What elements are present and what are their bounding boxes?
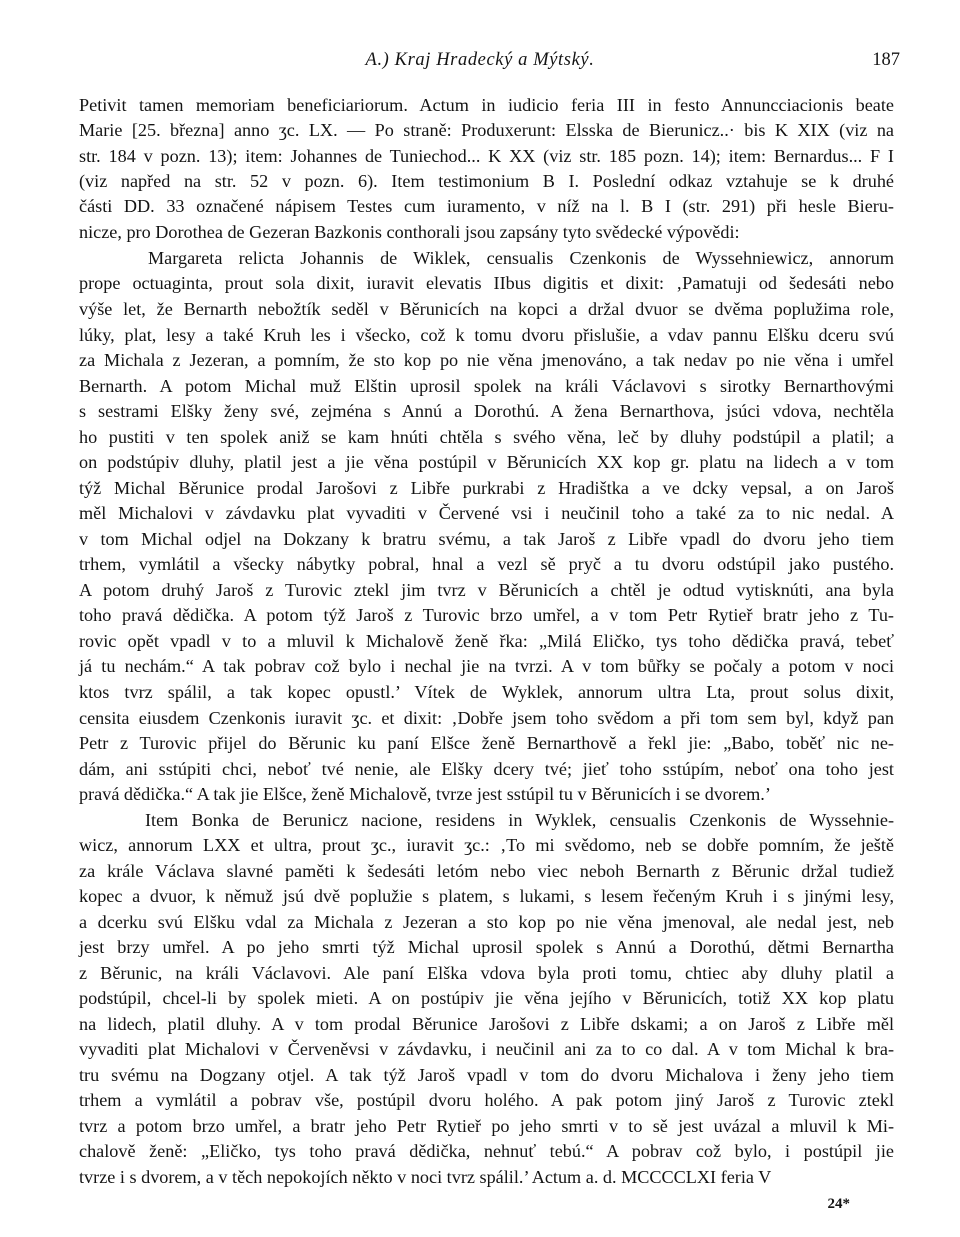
text-line: Petr z Turovic přijel do Běrunic ku paní Elšce ženě Bernarthově a řekl jie: „Babo, toběť nic ne-	[79, 733, 894, 753]
text-line: toho pravá dědička. A potom týž Jaroš z Turovic brzo umřel, a v tom Petr Rytieř bratr jeho z Tu-	[79, 605, 894, 625]
text-line: za krále Václava slavné paměti k šedesáti letóm nebo viec neboh Bernarth z Běrunic držal tudiež	[79, 861, 894, 881]
text-line: tvrz a potom brzo umřel, a bratr jeho Petr Rytieř po jeho smrti v to sě jest uvázal a mluvil k Mi-	[79, 1116, 894, 1136]
text-line: podstúpil, chcel-li by spolek mieti. A on postúpiv jie věna jejího v Běrunicích, totiž XX kop platu	[79, 988, 894, 1008]
text-line: ho pustiti v ten spolek aniž se kam hnúti chtěla s svého věna, leč by dluhy podstúpil a platil; a	[79, 427, 894, 447]
text-line: tru svému na Dogzany otjel. A tak týž Jaroš vpadl v tom do dvoru Michalova i ženy jeho tiem	[79, 1065, 894, 1085]
text-line: nicze, pro Dorothea de Gezeran Bazkonis conthorali jsou zapsány tyto svědecké výpovědi:	[79, 222, 740, 242]
text-line: za Michala z Jezeran, a pomním, že sto kop po nie věna jmenováno, a tak nedav po nie věna i umřel	[79, 350, 894, 370]
text-line: trhem a vymlátil a pobrav vše, postúpil dvoru holého. A pak potom jiný Jaroš z Turovic ztekl	[79, 1090, 894, 1110]
text-line: prope octuaginta, prout sola dixit, iuravit elevatis IIbus digitis et dixit: ‚Pamatuji od šedesáti nebo	[79, 273, 894, 293]
text-line: jest brzy umřel. A po jeho smrti týž Michal uprosil spolek s Annú a Dorothú, dětmi Bernartha	[79, 937, 894, 957]
text-line: (viz napřed na str. 52 v pozn. 6). Item testimonium B I. Poslední odkaz vztahuje se k druhé	[79, 171, 894, 191]
text-line: kopec a dvuor, k němuž jsú dvě poplužie s platem, s lukami, s lesem řečeným Kruh i s jinými lesy,	[79, 886, 894, 906]
text-line: on podstúpiv dluhy, platil jest a jie věna postúpil v Běrunicích XX kop gr. platu na lidech a v tom	[79, 452, 894, 472]
page-number: 187	[872, 50, 900, 70]
text-line: wicz, annorum LXX et ultra, prout ʒc., iuravit ʒc.: ‚To mi svědomo, neb se dobře pomním, že ještě	[79, 835, 894, 855]
text-line: z Běrunic, na králi Václavovi. Ale paní Elška vdova byla proti tomu, chtiec aby dluhy platil a	[79, 963, 894, 983]
text-line: týž Michal Běrunice prodal Jarošovi z Libře purkrabi z Hradištka a ve dcky vepsal, a on Jaroš	[79, 478, 894, 498]
signature-mark: 24*	[827, 1196, 850, 1212]
text-line: Margareta relicta Johannis de Wiklek, censualis Czenkonis de Wyssehniewicz, annorum	[148, 248, 894, 268]
text-line: A potom druhý Jaroš z Turovic ztekl jim tvrz v Běrunicích a chtěl je odtud vytisknúti, ana byla	[79, 580, 894, 600]
text-line: rovic opět vpadl v to a mluvil k Michalově ženě řka: „Milá Eličko, tys toho dědička pravá, tebeť	[79, 631, 894, 651]
text-line: dám, ani sstúpiti chci, neboť tvé nenie, ale Elšky dcery tvé; jieť toho sstúpím, neboť ona toho jest	[79, 759, 894, 779]
text-line: pravá dědička.“ A tak jie Elšce, ženě Michalově, tvrze jest sstúpil tu v Běrunicích i se dvorem.’	[79, 784, 771, 804]
text-line: já tu nechám.“ A tak pobrav což bylo i nechal jie na tvrzi. A v tom bůřky se počaly a potom v noci	[79, 656, 894, 676]
text-line: trhem, vymlátil a všecky nábytky pobral, hnal a vezl sě pryč a tu dvoru odstúpil jako pustého.	[79, 554, 894, 574]
text-line: měl Michalovi v závdavku plat vyvaditi v Červené vsi i neučinil toho a také za to nic nedal. A	[79, 503, 894, 523]
text-line: tvrze i s dvorem, a v těch nepokojích někto v noci tvrz spálil.’ Actum a. d. MCCCCLXI feria V	[79, 1167, 772, 1187]
running-header-title: A.) Kraj Hradecký a Mýtský.	[365, 50, 595, 70]
text-line: str. 184 v pozn. 13); item: Johannes de Tuniechod... K XX (viz str. 185 pozn. 14); item: Bernardus... F I	[79, 146, 894, 166]
text-line: lúky, plat, lesy a také Kruh les i všecko, což k tomu dvoru přislušie, a vdav pannu Elšku dceru svú	[79, 325, 894, 345]
text-line: censita eiusdem Czenkonis iuravit ʒc. et dixit: ‚Dobře jsem toho svědom a při tom sem byl, když pan	[79, 708, 894, 728]
text-line: Item Bonka de Berunicz nacione, residens in Wyklek, censualis Czenkonis de Wyssehnie-	[145, 810, 894, 830]
text-line: vyvaditi plat Michalovi v Červeněvsi v závdavku, i neučinil ani za to co dal. A v tom Michal k bra-	[79, 1039, 894, 1059]
text-line: a dcerku svú Elšku vdal za Michala z Jezeran a sto kop po nie věna jmenoval, ale nedal jest, neb	[79, 912, 894, 932]
text-line: v tom Michal odjel na Dokzany k bratru svému, a tak Jaroš z Libře vpadl do dvoru jeho tiem	[79, 529, 894, 549]
text-line: Petivit tamen memoriam beneficiariorum. Actum in iudicio feria III in festo Annuncciacionis beate	[79, 95, 894, 115]
text-line: výše let, že Bernarth nebožtík seděl v Běrunicích na kopci a držal dvuor se dvěma poplužima role,	[79, 299, 894, 319]
text-line: chalově ženě: „Eličko, tys toho pravá dědička, nehnuť tebú.“ A pobrav což bylo, i postúpil jie	[79, 1141, 894, 1161]
text-line: ktos tvrz spálil, a tak kopec opustl.’ Vítek de Wyklek, annorum ultra Lta, prout solus dixit,	[79, 682, 894, 702]
text-line: Bernarth. A potom Michal muž Elštin uprosil spolek na králi Václavovi s sirotky Bernarthovými	[79, 376, 894, 396]
text-line: Marie [25. března] anno ʒc. LX. — Po straně: Produxerunt: Elsska de Bierunicz..· bis K XIX (viz na	[79, 120, 894, 140]
text-line: s sestrami Elšky ženy své, zejména s Annú a Dorothú. A žena Bernarthova, jsúci vdova, nechtěla	[79, 401, 894, 421]
text-line: části DD. 33 označené nápisem Testes cum iuramento, v níž na l. B I (str. 291) při hesle Bieru-	[79, 196, 894, 216]
text-line: na lidech, platil dluhy. A v tom prodal Běrunice Jarošovi z Libře dskami; a on Jaroš z Libře měl	[79, 1014, 894, 1034]
